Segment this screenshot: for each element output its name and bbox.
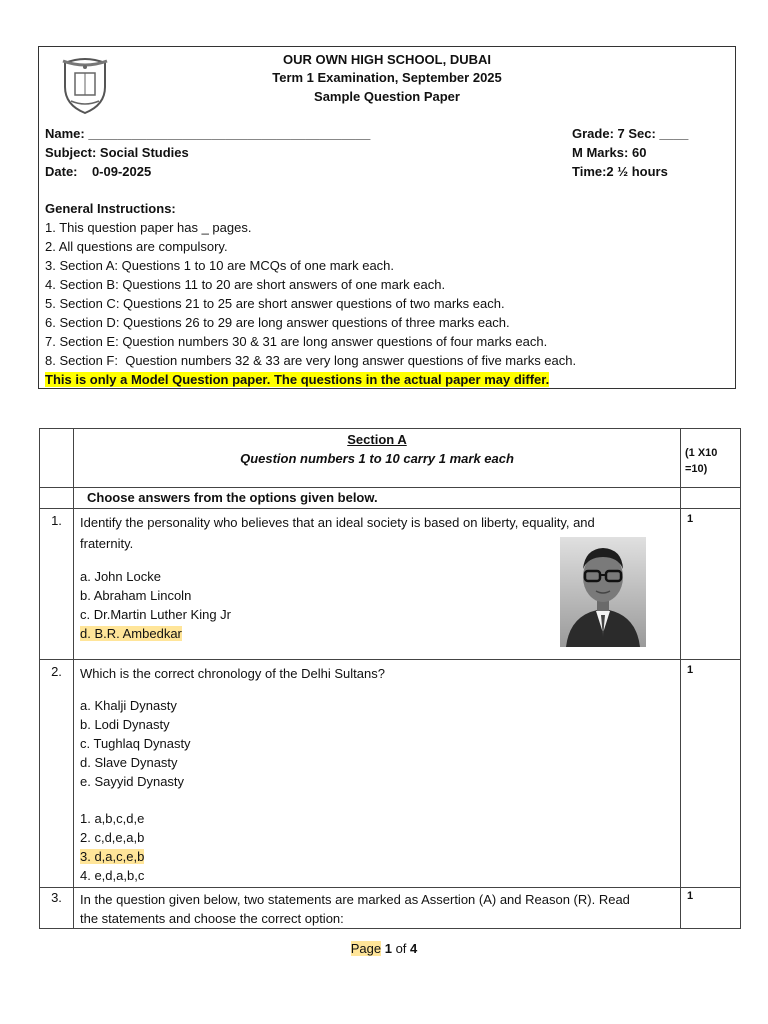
- question-body: [74, 888, 681, 929]
- question-text: In the question given below, two statements are marked as Assertion (A) and Reason (R). Read: [80, 892, 630, 907]
- question-row: [40, 660, 741, 888]
- question-table: [39, 428, 741, 929]
- question-text: the statements and choose the correct option:: [80, 911, 344, 926]
- question-text: Identify the personality who believes that an ideal society is based on liberty, equality, and: [80, 515, 595, 530]
- instruction-item: 6. Section D: Questions 26 to 29 are long answer questions of three marks each.: [45, 315, 510, 330]
- page-word: Page: [350, 941, 382, 956]
- option: a. John Locke: [80, 569, 161, 584]
- option: b. Lodi Dynasty: [80, 717, 170, 732]
- option: e. Sayyid Dynasty: [80, 774, 185, 789]
- section-title: Section A: [347, 432, 407, 447]
- option: c. Tughlaq Dynasty: [80, 736, 191, 751]
- question-text: fraternity.: [80, 536, 134, 551]
- question-number: 2.: [40, 660, 74, 888]
- answer-choice-correct: 3. d,a,c,e,b: [80, 849, 145, 864]
- school-name: OUR OWN HIGH SCHOOL, DUBAI: [283, 52, 491, 67]
- choose-row: [40, 488, 741, 509]
- name-field-label: Name: _______________________________________: [45, 126, 371, 141]
- answer-choice: 1. a,b,c,d,e: [80, 811, 145, 826]
- instruction-item: 5. Section C: Questions 21 to 25 are short answer questions of two marks each.: [45, 296, 505, 311]
- question-mark: 1: [681, 888, 741, 929]
- option-correct: d. B.R. Ambedkar: [80, 626, 182, 641]
- instructions-title: General Instructions:: [45, 201, 176, 216]
- question-number: 1.: [40, 509, 74, 660]
- option: d. Slave Dynasty: [80, 755, 178, 770]
- question-row: [40, 888, 741, 929]
- instruction-item: 7. Section E: Question numbers 30 & 31 are long answer questions of four marks each.: [45, 334, 548, 349]
- choose-instruction: Choose answers from the options given below.: [74, 488, 681, 509]
- date-label: Date: 0-09-2025: [45, 164, 152, 179]
- instruction-item: 3. Section A: Questions 1 to 10 are MCQs of one mark each.: [45, 258, 395, 273]
- subject-label: Subject: Social Studies: [45, 145, 189, 160]
- page-footer: [0, 941, 768, 956]
- instruction-item: 4. Section B: Questions 11 to 20 are short answers of one mark each.: [45, 277, 446, 292]
- question-row: [40, 509, 741, 660]
- question-body: [74, 660, 681, 888]
- grade-label: Grade: 7 Sec: ____: [572, 126, 689, 141]
- instruction-item: 1. This question paper has _ pages.: [45, 220, 252, 235]
- portrait-photo: [560, 537, 646, 647]
- time-label: Time:2 ½ hours: [572, 164, 668, 179]
- option: b. Abraham Lincoln: [80, 588, 192, 603]
- model-paper-disclaimer: This is only a Model Question paper. The questions in the actual paper may differ.: [45, 372, 550, 387]
- page-total: 4: [410, 941, 418, 956]
- max-marks-label: M Marks: 60: [572, 145, 647, 160]
- option: a. Khalji Dynasty: [80, 698, 177, 713]
- section-subtitle: Question numbers 1 to 10 carry 1 mark each: [240, 451, 514, 466]
- question-text: Which is the correct chronology of the Delhi Sultans?: [80, 666, 385, 681]
- question-mark: 1: [681, 509, 741, 660]
- option: c. Dr.Martin Luther King Jr: [80, 607, 231, 622]
- section-header-row: [40, 429, 741, 488]
- question-number: 3.: [40, 888, 74, 929]
- answer-choice: 4. e,d,a,b,c: [80, 868, 145, 883]
- exam-title: Term 1 Examination, September 2025: [272, 70, 502, 85]
- header-box: [38, 46, 736, 389]
- instruction-item: 2. All questions are compulsory.: [45, 239, 228, 254]
- question-mark: 1: [681, 660, 741, 888]
- instruction-item: 8. Section F: Question numbers 32 & 33 are very long answer questions of five marks each.: [45, 353, 577, 368]
- question-body: [74, 509, 681, 660]
- paper-type: Sample Question Paper: [314, 89, 460, 104]
- answer-choice: 2. c,d,e,a,b: [80, 830, 145, 845]
- of-word: of: [395, 941, 407, 956]
- section-marks: (1 X10 =10): [681, 429, 741, 488]
- page-number: 1: [384, 941, 392, 956]
